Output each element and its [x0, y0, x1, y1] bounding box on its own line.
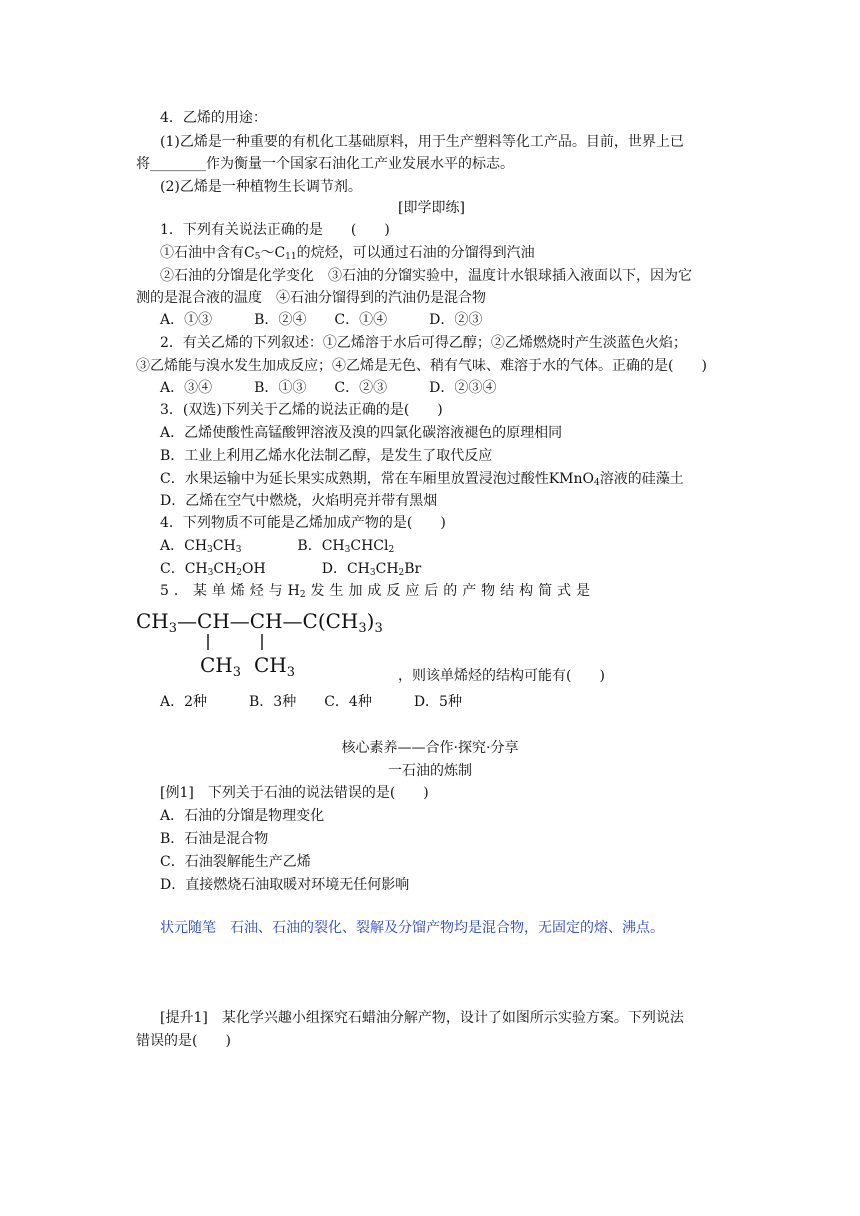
q4-options-cd: C．$CH_3CH_2OH$ D．$CH_3CH_2Br$: [160, 561, 422, 578]
q4-stem: 4．下列物质不可能是乙烯加成产物的是( ): [160, 515, 446, 531]
q1-line-2: ②石油的分馏是化学变化 ③石油的分馏实验中，温度计水银球插入液面以下，因为它: [160, 268, 692, 284]
example-1-option-c: C．石油裂解能生产乙烯: [160, 854, 311, 870]
tisheng-1-line-2: 错误的是( ): [136, 1033, 231, 1049]
q3-option-c: C．水果运输中为延长果实成熟期，常在车厢里放置浸泡过酸性KMnO$_4$溶液的硅藻土: [160, 471, 684, 488]
practice-heading: [即学即练]: [398, 200, 465, 216]
q3-option-d: D．乙烯在空气中燃烧，火焰明亮并带有黑烟: [160, 493, 438, 509]
q1-line-1: ①石油中含有$C_5\sim C_{11}$的烷烃，可以通过石油的分馏得到汽油: [160, 245, 535, 262]
q3-option-a: A．乙烯使酸性高锰酸钾溶液及溴的四氯化碳溶液褪色的原理相同: [160, 425, 563, 441]
svg-text:CH3: $CH_3$: [254, 653, 296, 678]
section-4-title: 4．乙烯的用途：: [160, 110, 267, 126]
q5-options: A．2种 B．3种 C．4种 D．5种: [160, 694, 462, 710]
section-4-paragraph-1-line-2: 将________作为衡量一个国家石油化工产业发展水平的标志。: [136, 156, 514, 172]
q3-stem: 3．(双选)下列关于乙烯的说法正确的是( ): [160, 402, 443, 418]
q2-line-1: 2．有关乙烯的下列叙述：①乙烯溶于水后可得乙醇；②乙烯燃烧时产生淡蓝色火焰；: [160, 335, 687, 351]
q2-line-2: ③乙烯能与溴水发生加成反应；④乙烯是无色、稍有气味、难溶于水的气体。正确的是( ): [136, 358, 707, 374]
q4-options-ab: A．$CH_3CH_3$ B．$CH_3CHCl_2$: [160, 538, 395, 555]
example-1-option-a: A．石油的分馏是物理变化: [160, 808, 325, 824]
core-heading: 核心素养——合作·探究·分享: [341, 740, 519, 756]
svg-text:CH3: $CH_3$: [200, 653, 242, 678]
q1-line-3: 测的是混合液的温度 ④石油分馏得到的汽油仍是混合物: [136, 290, 486, 306]
example-1-option-b: B．石油是混合物: [160, 831, 269, 847]
section-4-paragraph-2: (2)乙烯是一种植物生长调节剂。: [160, 179, 362, 195]
tisheng-1-line-1: [提升1] 某化学兴趣小组探究石蜡油分解产物，设计了如图所示实验方案。下列说法: [160, 1010, 684, 1026]
example-1-option-d: D．直接燃烧石油取暖对环境无任何影响: [160, 877, 410, 893]
q5-structural-formula: [136, 606, 416, 678]
q2-options: A．③④ B．①③ C．②③ D．②③④: [160, 380, 497, 396]
core-subheading: 一石油的炼制: [388, 763, 472, 779]
zhuangyuan-note: 状元随笔 石油、石油的裂化、裂解及分馏产物均是混合物，无固定的熔、沸点。: [160, 920, 664, 936]
q1-options: A．①③ B．②④ C．①④ D．②③: [160, 312, 483, 328]
q5-stem: 5．某单烯烃与$H_2$发生加成反应后的产物结构简式是: [160, 583, 590, 600]
q3-option-b: B．工业上利用乙烯水化法制乙醇，是发生了取代反应: [160, 448, 493, 464]
example-1-stem: [例1] 下列关于石油的说法错误的是( ): [160, 785, 429, 801]
q5-tail: ，则该单烯烃的结构可能有( ): [398, 668, 605, 684]
section-4-paragraph-1-line-1: (1)乙烯是一种重要的有机化工基础原料，用于生产塑料等化工产品。目前，世界上已: [160, 134, 684, 150]
q1-stem: 1．下列有关说法正确的是 ( ): [160, 222, 390, 238]
svg-text:CH3—CH—CH—C(CH3)3: $CH_3—CH—CH—C(CH_3)_3$: [136, 609, 383, 636]
